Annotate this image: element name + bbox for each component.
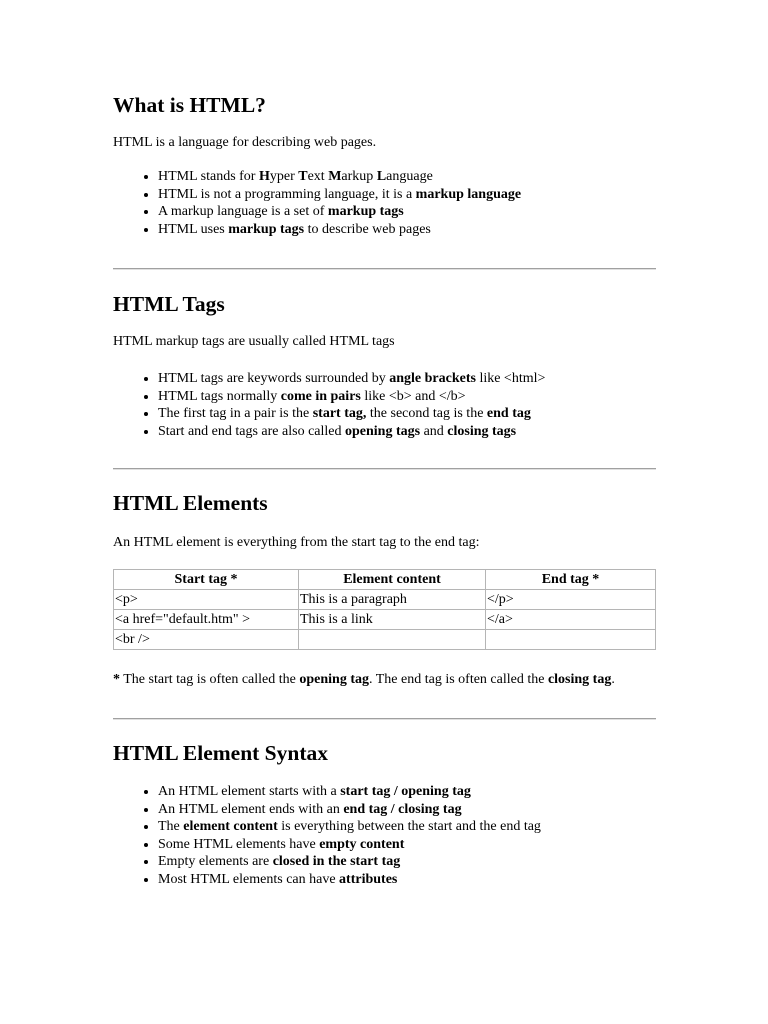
bold-term: closed in the start tag (272, 854, 401, 869)
column-header: End tag * (486, 570, 656, 590)
bold-term: markup tags (228, 221, 305, 237)
list-item: • A markup language is a set of markup tags (158, 203, 521, 221)
section-intro: An HTML element is everything from the start tag to the end tag: (113, 535, 480, 550)
list-item: • The first tag in a pair is the start tag, the second tag is the end tag (158, 405, 545, 423)
table-cell: <p> (114, 590, 299, 610)
section-title-html-tags: HTML Tags (113, 292, 225, 316)
list-item: • Empty elements are closed in the start tag (158, 853, 541, 871)
bullet-list (113, 168, 521, 238)
bold-term: end tag (486, 406, 531, 421)
bold-term: * (113, 672, 120, 687)
bold-term: angle brackets (389, 371, 476, 386)
table-cell (299, 630, 486, 650)
table-cell: </p> (486, 590, 656, 610)
list-item: • An HTML element starts with a start tag / opening tag (158, 783, 541, 801)
bold-term: closing tag (547, 672, 612, 687)
bold-term: come in pairs (280, 388, 361, 404)
bullet-list (113, 370, 545, 440)
column-header: Start tag * (114, 570, 299, 590)
list-item: • HTML uses markup tags to describe web pages (158, 221, 521, 239)
bold-term: closing tags (447, 423, 517, 439)
bold-term: opening tags (344, 423, 421, 439)
bold-term: M (328, 169, 342, 184)
bold-term: element content (183, 819, 278, 834)
list-item: • HTML tags are keywords surrounded by angle brackets like <html> (158, 370, 545, 388)
table-cell: <br /> (114, 630, 299, 650)
section-intro: HTML is a language for describing web pages. (113, 135, 377, 150)
bold-term: markup language (415, 186, 522, 202)
column-header: Element content (299, 570, 486, 590)
table-row (114, 610, 656, 630)
table-header-row (114, 570, 656, 590)
list-item: • Most HTML elements can have attributes (158, 871, 541, 889)
section-divider (113, 468, 656, 470)
table-cell (486, 630, 656, 650)
section-intro: HTML markup tags are usually called HTML tags (113, 334, 395, 349)
bold-term: attributes (339, 871, 398, 887)
bold-term: empty content (319, 836, 405, 852)
bold-term: T (298, 169, 308, 184)
list-item: • HTML is not a programming language, it is a markup language (158, 186, 521, 204)
bold-term: opening tag (299, 672, 369, 687)
bold-term: markup tags (327, 204, 404, 219)
table-cell: <a href="default.htm" > (114, 610, 299, 630)
bold-term: H (258, 169, 270, 184)
bullet-list (113, 783, 541, 888)
section-title-what-is-html: What is HTML? (113, 93, 266, 117)
section-divider (113, 718, 656, 720)
table-row (114, 590, 656, 610)
bold-term: L (376, 169, 387, 184)
list-item: • HTML tags normally come in pairs like <b> and </b> (158, 388, 545, 406)
tags-table (113, 569, 656, 650)
bold-term: end tag / closing tag (343, 801, 462, 817)
section-title-html-element-syntax: HTML Element Syntax (113, 741, 329, 765)
list-item: • Start and end tags are also called opening tags and closing tags (158, 423, 545, 441)
table-cell: </a> (486, 610, 656, 630)
table-footnote: * The start tag is often called the opening tag. The end tag is often called the closing tag. (113, 672, 615, 687)
section-title-html-elements: HTML Elements (113, 491, 268, 515)
table-cell: This is a paragraph (299, 590, 486, 610)
section-divider (113, 268, 656, 270)
bold-term: start tag, (312, 406, 367, 421)
list-item: • Some HTML elements have empty content (158, 836, 541, 854)
list-item: • An HTML element ends with an end tag / closing tag (158, 801, 541, 819)
table-cell: This is a link (299, 610, 486, 630)
table-row (114, 630, 656, 650)
list-item: • HTML stands for Hyper Text Markup Language (158, 168, 521, 186)
list-item: • The element content is everything between the start and the end tag (158, 818, 541, 836)
bold-term: start tag / opening tag (340, 784, 471, 799)
